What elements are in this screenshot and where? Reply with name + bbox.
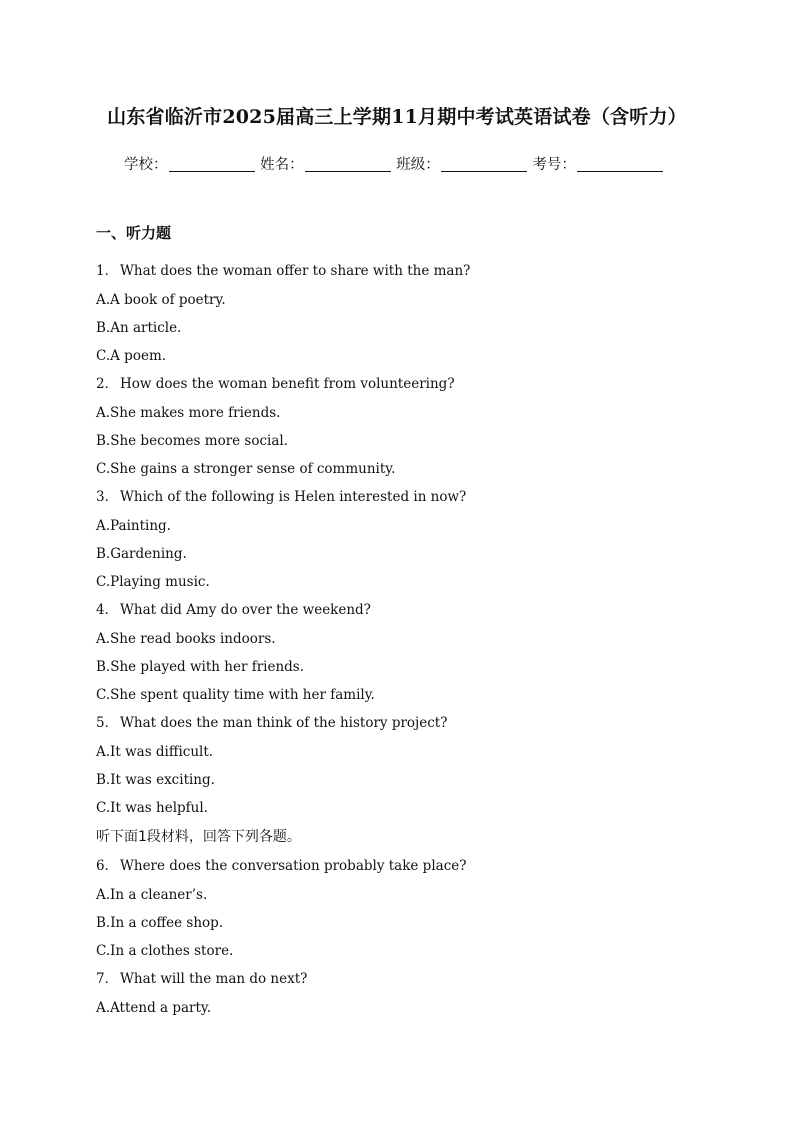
answer-option: A.Attend a party. bbox=[96, 1000, 212, 1016]
question-list bbox=[96, 257, 736, 1022]
exam-number-blank bbox=[577, 157, 663, 172]
answer-option: C.Playing music. bbox=[96, 574, 210, 590]
exam-number-label: 考号： bbox=[532, 157, 576, 173]
section-title: 一、听力题 bbox=[96, 224, 172, 242]
question bbox=[96, 370, 736, 399]
document-title: 山东省临沂市2025届高三上学期11月期中考试英语试卷（含听力） bbox=[107, 106, 687, 128]
answer-option: A.A book of poetry. bbox=[96, 292, 226, 308]
question-text: Where does the conversation probably take place? bbox=[120, 858, 467, 874]
name-label: 姓名： bbox=[260, 157, 304, 173]
answer-option: A.In a cleaner’s. bbox=[96, 887, 208, 903]
answer-option: A.It was difficult. bbox=[96, 744, 214, 760]
question-text: How does the woman benefit from volunteering? bbox=[120, 376, 455, 392]
question bbox=[96, 257, 736, 286]
answer-option: C.She spent quality time with her family. bbox=[96, 687, 375, 703]
answer-option: B.In a coffee shop. bbox=[96, 915, 224, 931]
question-number: 7． bbox=[96, 971, 119, 987]
question bbox=[96, 965, 736, 994]
question bbox=[96, 709, 736, 738]
question bbox=[96, 596, 736, 625]
question bbox=[96, 483, 736, 512]
class-blank bbox=[441, 157, 527, 172]
question-number: 3． bbox=[96, 489, 119, 505]
question-number: 1． bbox=[96, 263, 119, 279]
answer-option: B.It was exciting. bbox=[96, 772, 215, 788]
student-info-line bbox=[124, 153, 684, 174]
question-text: What did Amy do over the weekend? bbox=[120, 602, 371, 618]
name-blank bbox=[305, 157, 391, 172]
answer-option: B.She played with her friends. bbox=[96, 659, 305, 675]
question-text: What will the man do next? bbox=[120, 971, 308, 987]
answer-option: B.She becomes more social. bbox=[96, 433, 289, 449]
answer-option: A.She makes more friends. bbox=[96, 405, 281, 421]
answer-option: C.In a clothes store. bbox=[96, 943, 234, 959]
answer-option: C.It was helpful. bbox=[96, 800, 208, 816]
listening-instruction: 听下面1段材料，回答下列各题。 bbox=[96, 829, 301, 845]
answer-option: B.An article. bbox=[96, 320, 182, 336]
question-text: Which of the following is Helen interested in now? bbox=[120, 489, 467, 505]
school-blank bbox=[169, 157, 255, 172]
question-number: 4． bbox=[96, 602, 119, 618]
question-text: What does the man think of the history project? bbox=[120, 715, 448, 731]
class-label: 班级： bbox=[396, 157, 440, 173]
question-number: 5． bbox=[96, 715, 119, 731]
answer-option: C.A poem. bbox=[96, 348, 167, 364]
answer-option: A.She read books indoors. bbox=[96, 631, 276, 647]
answer-option: B.Gardening. bbox=[96, 546, 187, 562]
question-text: What does the woman offer to share with the man? bbox=[120, 263, 471, 279]
answer-option: A.Painting. bbox=[96, 518, 171, 534]
question bbox=[96, 852, 736, 881]
answer-option: C.She gains a stronger sense of community. bbox=[96, 461, 396, 477]
school-label: 学校： bbox=[124, 157, 168, 173]
question-number: 6． bbox=[96, 858, 119, 874]
question-number: 2． bbox=[96, 376, 119, 392]
